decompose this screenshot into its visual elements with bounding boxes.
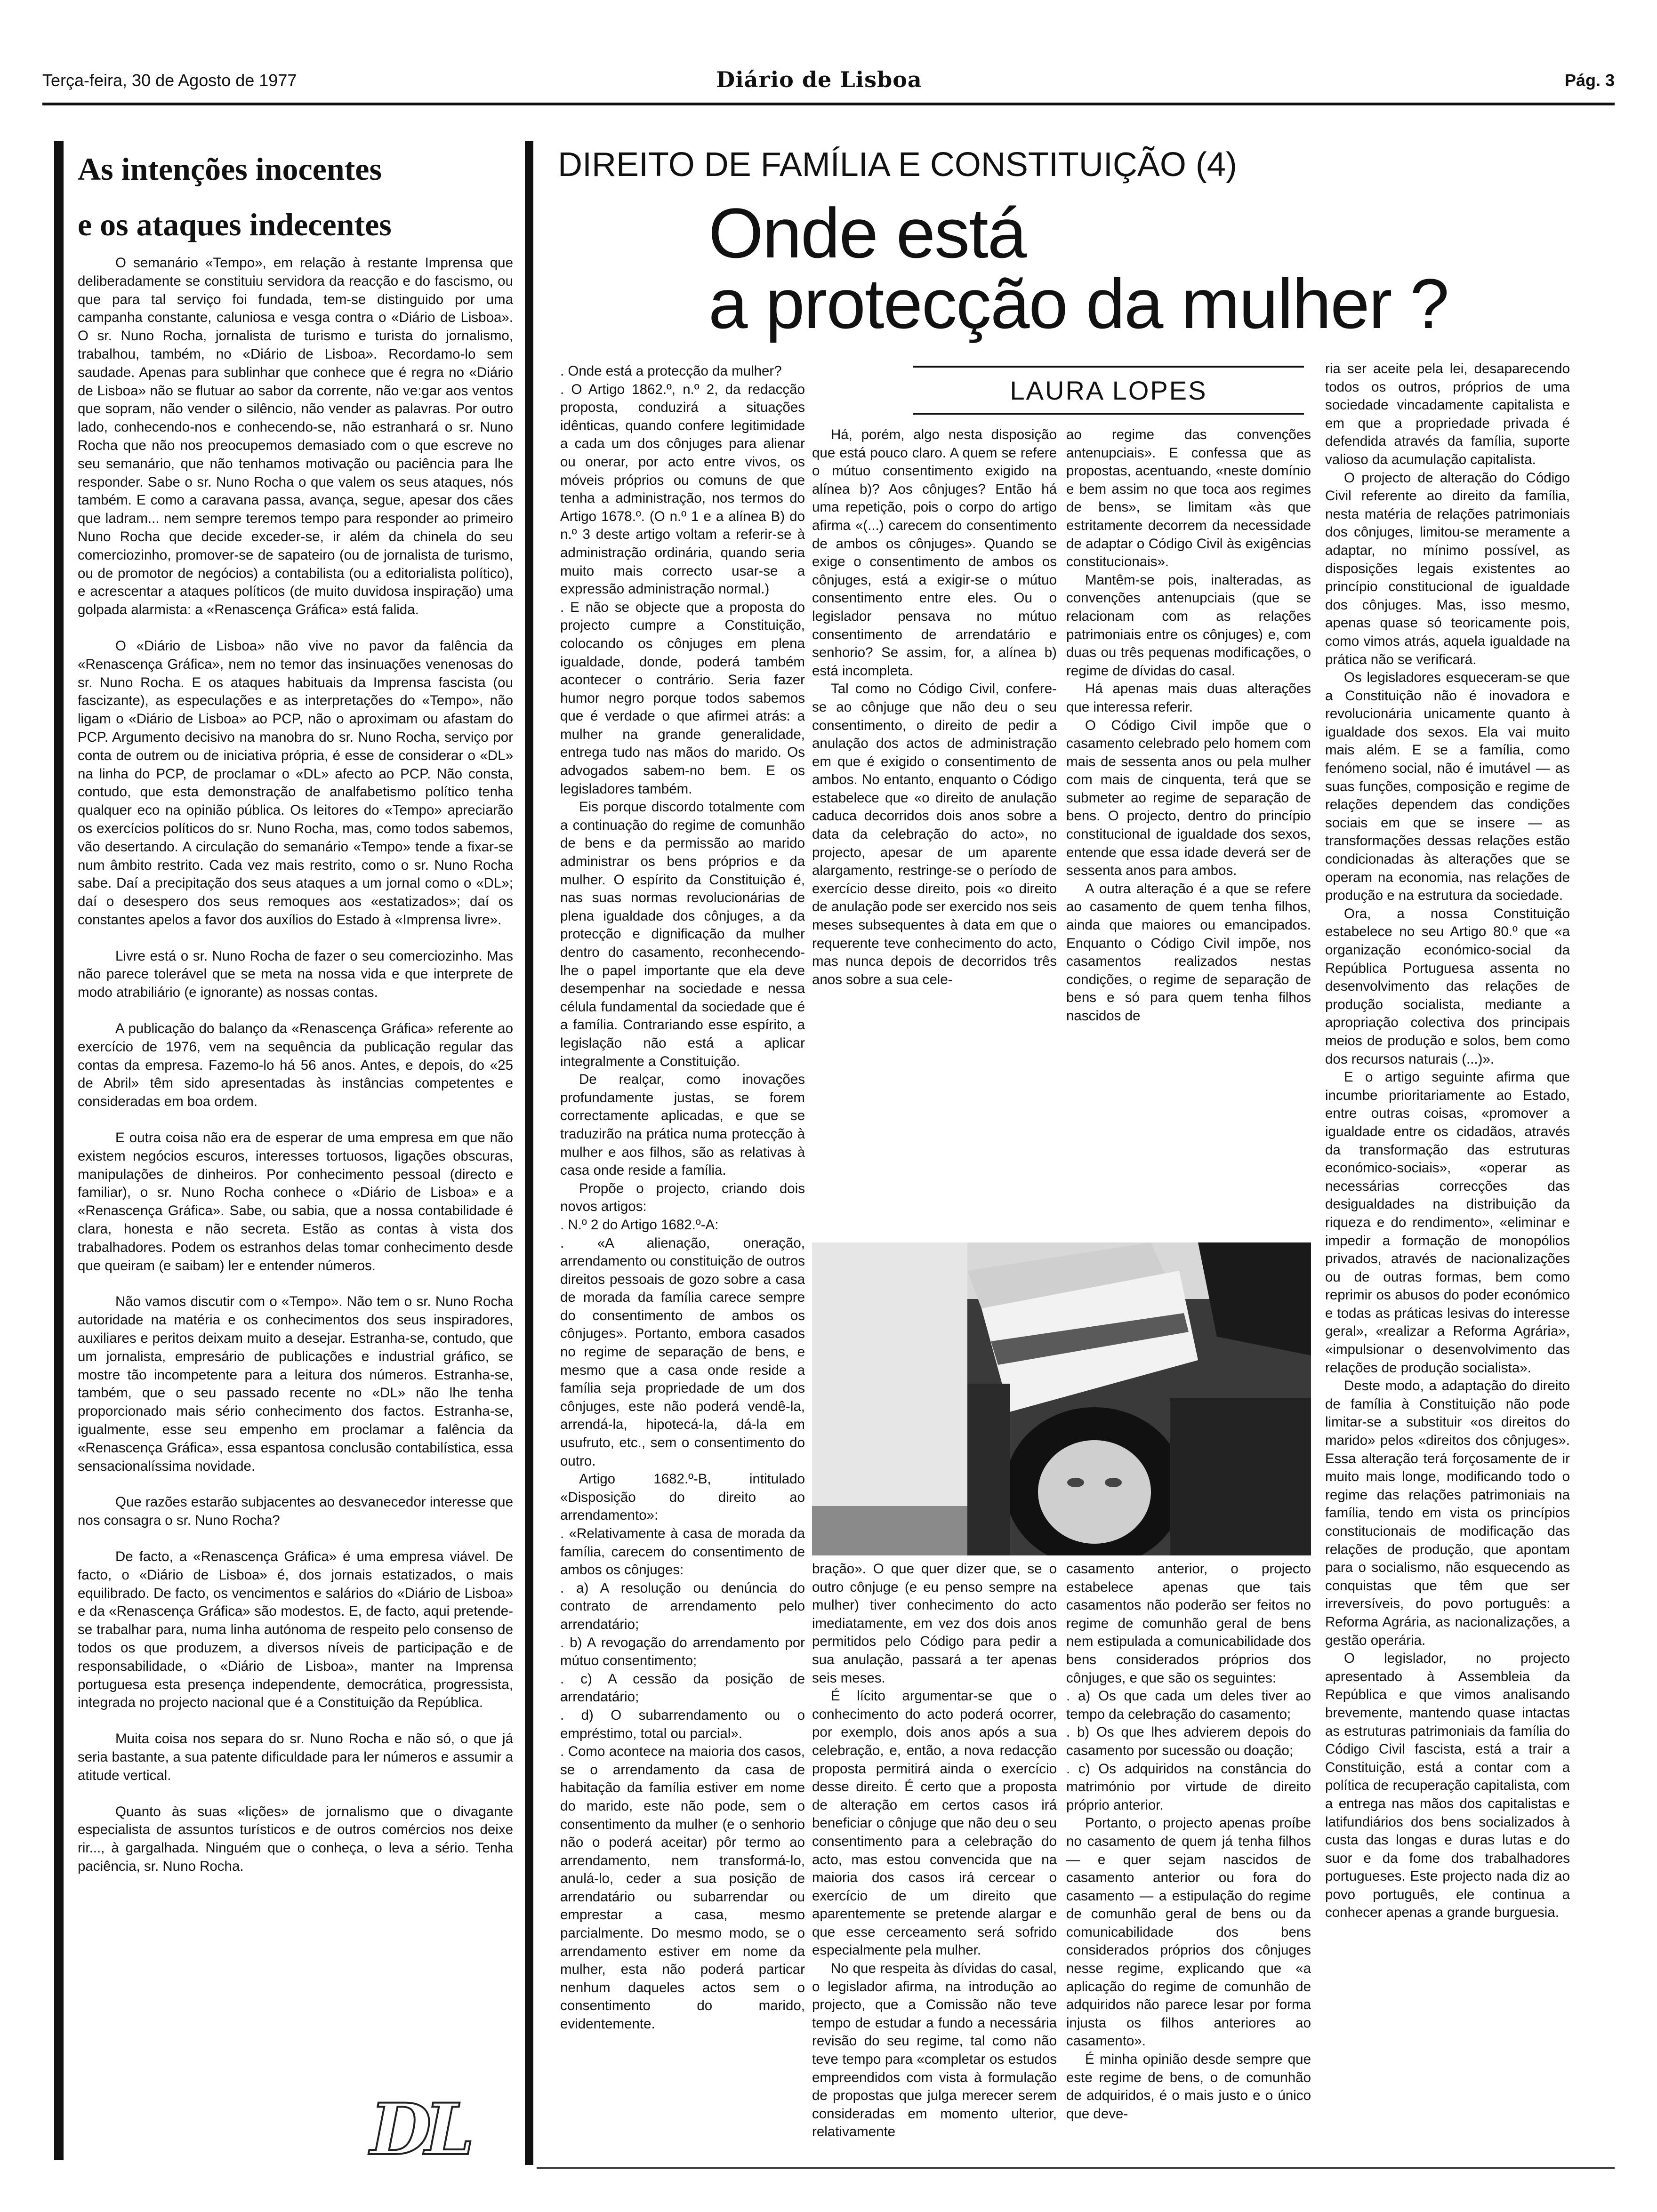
paragraph: De facto, a «Renascença Gráfica» é uma empresa viável. De facto, o «Diário de Lisboa» é, dos jornais estatizados, o mais equilibrado. De facto, os vencimentos e salários do «Diário de Lisboa» e da «Renascença Gráfica» são modestos. E, de facto, aqui pretende-se trabalhar para, numa linha autónoma de respeito pelo consenso de todos os que produzem, a diversos níveis de participação e de responsabilidade, o «Diário de Lisboa», manter na Imprensa portuguesa esta presença independente, democrática, progressista, integrada no projecto nacional que é a Constituição da República. <box>78 1549 513 1711</box>
column-paragraph: A outra alteração é a que se refere ao casamento de quem tenha filhos, ainda que maiores ou emancipados. Enquanto o Código Civil impõe, nos casamentos realizados nestas condições, o regime de separação de bens e só para quem tenha filhos nascidos de <box>1066 881 1311 1024</box>
column-paragraph: . O Artigo 1862.º, n.º 2, da redacção proposta, conduzirá a situações idênticas, quando confere legitimidade a cada um dos cônjuges para alienar ou onerar, por acto entre vivos, os móveis próprios ou comuns de que tenha a administração, nos termos do Artigo 1678.º. (O n.º 1 e a alínea B) do n.º 3 deste artigo voltam a referir-se à administração ordinária, quando seria muito mais correcto usar-se a expressão administração normal.) <box>560 381 805 597</box>
woman-carrying-crate-photo <box>812 1242 1311 1555</box>
column-paragraph: Os legisladores esqueceram-se que a Constituição não é inovadora e revolucionária unicamente quanto à igualdade dos sexos. Ela vai muito mais além. E se a família, como fenómeno social, não é imutável — as suas funções, composição e regime de relações dependem das condições sociais em que se insere — as transformações dessas relações estão condicionadas às alterações que se operam na economia, nas relações de produção e na estrutura da sociedade. <box>1325 670 1570 904</box>
column-paragraph: Há, porém, algo nesta disposição que está pouco claro. A quem se refere o mútuo consentimento exigido na alínea b)? Aos cônjuges? Então há uma repetição, pois o corpo do artigo afirma «(...) carecem do consentimento de ambos os cônjuges». Quando se exige o consentimento de ambos os cônjuges, está a exigir-se o mútuo consentimento entre eles. Ou o legislador pensava no mútuo consentimento de arrendatário e senhorio? Se assim, for, a alínea b) está incompleta. <box>812 427 1057 679</box>
paragraph: Que razões estarão subjacentes ao desvanecedor interesse que nos consagra o sr. Nuno Rocha? <box>78 1494 513 1529</box>
bottom-rule <box>537 2167 1615 2169</box>
paragraph: E outra coisa não era de esperar de uma empresa em que não existem negócios escuros, interesses tortuosos, ligações obscuras, manipulações de dinheiros. Por conhecimento pessoal (directo e familiar), o sr. Nuno Rocha conhece o «Diário de Lisboa» e a «Renascença Gráfica». Sabe, ou sabia, que a nossa contabilidade é clara, honesta e não secreta. Estão as contas à vista dos trabalhadores. Podem os estranhos delas tomar conhecimento desde que queiram (e saibam) ler e entender números. <box>78 1130 513 1274</box>
column-paragraph: Eis porque discordo totalmente com a continuação do regime de comunhão de bens e da permissão ao marido administrar os bens próprios e da mulher. O espírito da Constituição é, nas suas normas revolucionárias de plena igualdade dos cônjuges, a da protecção e dignificação da mulher dentro do casamento, reconhecendo-lhe o papel importante que ela deve desempenhar na sociedade e nessa célula fundamental da sociedade que é a família. Contrariando esse espírito, a legislação não está a aplicar integralmente a Constituição. <box>560 799 805 1069</box>
paragraph: Muita coisa nos separa do sr. Nuno Rocha e não só, o que já seria bastante, a sua patente dificuldade para ler números e assumir a atitude vertical. <box>78 1731 513 1783</box>
paragraph: O semanário «Tempo», em relação à restante Imprensa que deliberadamente se constituiu servidora da reacção e do fascismo, ou que para tal serviço foi fundada, tem-se distinguido por uma campanha constante, caluniosa e vesga contra o «Diário de Lisboa». O sr. Nuno Rocha, jornalista de turismo e turista do jornalismo, trabalhou, também, no «Diário de Lisboa». Recordamo-lo sem saudade. Apenas para sublinhar que conhece que é regra no «Diário de Lisboa» não se flutuar ao sabor da corrente, não ve:gar aos ventos que sopram, não vender o silêncio, não vender as palavras. Por outro lado, conhecendo-nos e conhecendo-se, não estranhará o sr. Nuno Rocha que não nos preocupemos demasiado com o que escreve no seu semanário, que não tenhamos motivação ou paciência para lhe responder. Sabe o sr. Nuno Rocha o que valem os seus ataques, nós também. E como a caravana passa, avança, segue, apesar dos cães que ladram... nem sempre teremos tempo para responder ao primeiro Nuno Rocha que decide exceder-se, ir além da chinela do seu comerciozinho, promover-se de sapateiro (ou de jornalista de turismo, ou de promotor de negócios) a contabilista (ou a editorialista político), e acrescentar a ataques políticos (de muito duvidosa inspiração) uma golpada alarmista: a «Renascença Gráfica» está falida. <box>78 255 513 618</box>
issue-date: Terça-feira, 30 de Agosto de 1977 <box>42 71 297 90</box>
paragraph: A publicação do balanço da «Renascença Gráfica» referente ao exercício de 1976, vem na sequência da publicação regular das contas da empresa. Fazemo-lo há 56 anos. Antes, e depois, do «25 de Abril» têm sido apresentadas às instâncias competentes e consideradas em boa ordem. <box>78 1021 513 1110</box>
column-paragraph: E o artigo seguinte afirma que incumbe prioritariamente ao Estado, entre outras coisas, «promover a igualdade entre os cidadãos, através da transformação das estruturas económico-sociais», «operar as necessárias correcções das desigualdades na distribuição da riqueza e do rendimento», «eliminar e impedir a formação de monopólios privados, através de nacionalizações ou de outras formas, bem como reprimir os abusos do poder económico e todas as práticas lesivas do interesse geral», «realizar a Reforma Agrária», «impulsionar o desenvolvimento das relações de produção socialista». <box>1325 1069 1570 1376</box>
paragraph: Não vamos discutir com o «Tempo». Não tem o sr. Nuno Rocha autoridade na matéria e os conhecimentos dos seus inspiradores, auxiliares e peritos deixam muito a desejar. Estranha-se, contudo, que um jornalista, empresário de publicações e industrial gráfico, se mostre tão incompetente para a leitura dos números. Estranha-se, também, que o seu passado recente no «DL» não lhe tenha proporcionado mais sério conhecimento dos factos. Estranha-se, igualmente, esse seu empenho em proclamar a falência da «Renascença Gráfica», essa espantosa conclusão contabilística, essa sensacionalíssima novidade. <box>78 1294 513 1474</box>
column-paragraph: ao regime das convenções antenupciais». E confessa que as propostas, acentuando, «neste domínio e bem assim no que toca aos regimes de bens», se limitam «às que estritamente decorrem da necessidade de adaptar o Código Civil às exigências constitucionais». <box>1066 427 1311 570</box>
left-article-bar <box>54 141 64 2160</box>
left-title-line-2: e os ataques indecentes <box>78 207 392 242</box>
byline-rule-top <box>913 366 1304 368</box>
column-paragraph: . a) Os que cada um deles tiver ao tempo da celebração do casamento; <box>1066 1688 1311 1722</box>
column-paragraph: . b) Os que lhes advierem depois do casamento por sucessão ou doação; <box>1066 1724 1311 1758</box>
feature-headline <box>708 193 1603 343</box>
column-paragraph: O projecto de alteração do Código Civil referente ao direito da família, nesta matéria de relações patrimoniais dos cônjuges, limitou-se meramente a adaptar, no mínimo possível, as disposições legais existentes ao princípio constitucional de igualdade dos cônjuges. Mas, isso mesmo, apenas quase só teoricamente pois, como vimos atrás, aquela igualdade na prática não se verificará. <box>1325 470 1570 667</box>
feature-bar <box>525 141 533 2165</box>
column-paragraph: . Como acontece na maioria dos casos, se o arrendamento da casa de habitação da família estiver em nome do marido, este não pode, sem o consentimento da mulher (e o senhorio não o poderá aceitar) pôr termo ao arrendamento, nem transformá-lo, anulá-lo, ceder a sua posição de arrendatário ou subarrendar ou emprestar a casa, mesmo parcialmente. Do mesmo modo, se o arrendamento estiver em nome da mulher, esta não poderá particar nenhum daqueles actos sem o consentimento do marido, evidentemente. <box>560 1744 805 2032</box>
column-paragraph: . a) A resolução ou denúncia do contrato de arrendamento pelo arrendatário; <box>560 1580 805 1632</box>
column-paragraph: No que respeita às dívidas do casal, o legislador afirma, na introdução ao projecto, que a Comissão não teve tempo de estudar a fundo a necessária revisão do seu regime, tal como não teve tempo para «completar os estudos empreendidos com vista à formulação de propostas que julga merecer serem consideradas em momento ulterior, relativamente <box>812 1961 1057 2140</box>
headline-line-2: a protecção da mulher ? <box>708 264 1448 343</box>
column-paragraph: . N.º 2 do Artigo 1682.º-A: <box>560 1217 719 1233</box>
column-paragraph: . Onde está a protecção da mulher? <box>560 363 782 379</box>
column-paragraph: Artigo 1682.º-B, intitulado «Disposição do direito ao arrendamento»: <box>560 1471 805 1523</box>
column-paragraph: Deste modo, a adaptação do direito de família à Constituição não pode limitar-se a substituir «os direitos do marido» pelos «direitos dos cônjuges». Essa alteração terá forçosamente de ir muito mais longe, modificando todo o regime das relações patrimoniais na família, tendo em vista os princípios constitucionais de modificação das relações de produção, que apontam para o socialismo, não esquecendo as conquistas que têm que ser irreversíveis, do povo português: a Reforma Agrária, as nacionalizações, a gestão operária. <box>1325 1378 1570 1648</box>
dl-logo-text: DL <box>370 2088 468 2171</box>
paragraph: Quanto às suas «lições» de jornalismo que o divagante especialista de assuntos turísticos e de outros comércios nos deixe rir..., à gargalhada. Ninguém que o conheça, o leva a sério. Tenha paciência, sr. Nuno Rocha. <box>78 1803 513 1874</box>
column-paragraph: De realçar, como inovações profundamente justas, se forem correctamente aplicadas, e que se traduzirão na prática numa protecção à mulher e aos filhos, são as relativas à casa onde reside a família. <box>560 1072 805 1178</box>
page-number: Pág. 3 <box>1564 71 1615 90</box>
feature-column-3-top <box>1066 426 1311 1240</box>
feature-column-2-top <box>812 426 1057 1240</box>
left-title-line-1: As intenções inocentes <box>78 151 382 187</box>
column-paragraph: O legislador, no projecto apresentado à Assembleia da República e que vimos analisando brevemente, mantendo quase intactas as estruturas patrimoniais da família do Código Civil fascista, está a trair a Constituição, está a contar com a política de recuperação capitalista, com a entrega nas mãos dos capitalistas e latifundiários dos bens socializados à custa das longas e duras lutas e do suor e da fome dos trabalhadores portugueses. Este projecto nada diz ao povo português, ele continua a conhecer apenas a grande burguesia. <box>1325 1651 1570 1921</box>
photo-image <box>812 1242 1311 1555</box>
headline-line-1: Onde está <box>708 193 1026 272</box>
column-paragraph: bração». O que quer dizer que, se o outro cônjuge (e eu penso sempre na mulher) tiver conhecimento do acto imediatamente, em vez dos dois anos permitidos pelo Código para pedir a sua anulação, passará a ter apenas seis meses. <box>812 1561 1057 1686</box>
byline: LAURA LOPES <box>1010 376 1207 405</box>
masthead: Diário de Lisboa <box>716 67 922 92</box>
column-paragraph: ria ser aceite pela lei, desaparecendo todos os outros, próprios de uma sociedade vincadamente capitalista e em que a propriedade privada é defendida através da família, suporte valioso da acumulação capitalista. <box>1325 361 1570 467</box>
feature-kicker: DIREITO DE FAMÍLIA E CONSTITUIÇÃO (4) <box>558 146 1237 184</box>
column-paragraph: . «A alienação, oneração, arrendamento ou constituição de outros direitos pessoais de gozo sobre a casa de morada da família carece sempre do consentimento de ambos os cônjuges». Portanto, embora casados no regime de separação de bens, e mesmo que a casa onde reside a família seja propriedade de um dos cônjuges, este não poderá vendê-la, arrendá-la, hipotecá-la, dá-la em usufruto, etc., sem o consentimento do outro. <box>560 1235 805 1469</box>
column-paragraph: . c) Os adquiridos na constância do matrimónio por virtude de direito próprio anterior. <box>1066 1761 1311 1813</box>
dl-logo <box>367 2090 471 2170</box>
column-paragraph: Tal como no Código Civil, confere-se ao cônjuge que não deu o seu consentimento, o direito de pedir a anulação dos actos de administração em que é exigido o consentimento de ambos. No entanto, enquanto o Código estabelece que «o direito de anulação caduca decorridos dois anos sobre a data da celebração do acto», no projecto, apesar de um aparente alargamento, restringe-se o período de exercício desse direito, pois «o direito de anulação pode ser exercido nos seis meses subsequentes à data em que o requerente teve conhecimento do acto, mas nunca depois de decorridos três anos sobre a sua cele- <box>812 681 1057 987</box>
left-article-body <box>78 254 513 1894</box>
column-paragraph: . E não se objecte que a proposta do projecto cumpre a Constituição, colocando os cônjuges em plena igualdade, donde, poderá também acontecer o contrário. Seria fazer humor negro porque todos sabemos que é verdade o que afirmei atrás: a mulher na grande generalidade, entrega tudo nas mãos do marido. Os advogados sabem-no bem. E os legisladores também. <box>560 599 805 797</box>
column-paragraph: Há apenas mais duas alterações que interessa referir. <box>1066 681 1311 715</box>
column-paragraph: É minha opinião desde sempre que este regime de bens, o de comunhão de adquiridos, é o mais justo e o único que deve- <box>1066 2052 1311 2122</box>
column-paragraph: . c) A cessão da posição de arrendatário; <box>560 1671 805 1705</box>
paragraph: Livre está o sr. Nuno Rocha de fazer o seu comerciozinho. Mas não parece tolerável que se meta na nossa vida e que interprete de modo atrabiliário (e ignorante) as nossas contas. <box>78 948 513 1001</box>
byline-rule-bottom <box>913 413 1304 415</box>
header-rule <box>42 103 1615 105</box>
column-paragraph: casamento anterior, o projecto estabelece apenas que tais casamentos não poderão ser feitos no regime de comunhão geral de bens nem estipulada a comunicabilidade dos bens considerados próprios dos cônjuges, e que são os seguintes: <box>1066 1561 1311 1686</box>
column-paragraph: Ora, a nossa Constituição estabelece no seu Artigo 80.º que «a organização económico-social da República Portuguesa assenta no desenvolvimento das relações de produção socialista, mediante a apropriação colectiva dos principais meios de produção e solos, bem como dos recursos naturais (...)». <box>1325 906 1570 1067</box>
feature-column-1 <box>560 362 805 2156</box>
paragraph: O «Diário de Lisboa» não vive no pavor da falência da «Renascença Gráfica», nem no temor das insinuações venenosas do sr. Nuno Rocha. E os ataques habituais da Imprensa fascista (ou fascizante), as especulações e as interpretações do «Tempo», não ligam o «Diário de Lisboa» ao PCP, não o aproximam ou afastam do PCP. Argumento decisivo na manobra do sr. Nuno Rocha, serviço por conta de outrem ou de iniciativa própria, é esse de considerar o «DL» na linha do PCP, de proclamar o «DL» afecto ao PCP. Não consta, contudo, que esta demonstração de analfabetismo político tenha qualquer eco na opinião pública. Os leitores do «Tempo» apreciarão os exercícios políticos do sr. Nuno Rocha, mas, como todos sabemos, vão desertando. A circulação do semanário «Tempo» tende a fixar-se num âmbito restrito. Cada vez mais restrito, como o sr. Nuno Rocha sabe. Daí a precipitação dos seus ataques a um jornal como o «DL»; daí o desespero dos seus remoques aos «estatizados»; daí os constantes apelos a favor dos auxílios do Estado à «Imprensa livre». <box>78 638 513 928</box>
page-header <box>42 67 1615 99</box>
column-paragraph: Mantêm-se pois, inalteradas, as convenções antenupciais (que se relacionam com as relações patrimoniais entre os cônjuges) e, com duas ou três pequenas modificações, o regime de dívidas do casal. <box>1066 572 1311 679</box>
left-article-title <box>78 141 501 252</box>
column-paragraph: Portanto, o projecto apenas proíbe no casamento de quem já tenha filhos — e quer sejam nascidos de casamento anterior ou fora do casamento — a estipulação do regime de comunhão geral de bens ou da comunicabilidade dos bens considerados próprios dos cônjuges nesse regime, explicando que «a aplicação do regime de comunhão de adquiridos não parece lesar por forma injusta os filhos anteriores ao casamento». <box>1066 1815 1311 2049</box>
column-paragraph: É lícito argumentar-se que o conhecimento do acto poderá ocorrer, por exemplo, dois anos após a sua celebração, e, então, a nova redacção proposta permitirá ainda o exercício desse direito. É certo que a proposta de alteração em certos casos irá beneficiar o cônjuge que não deu o seu consentimento para a celebração do acto, mas estou convencida que na maioria dos casos irá cercear o exercício de um direito que aparentemente se pretende alargar e que esse cerceamento será sofrido especialmente pela mulher. <box>812 1688 1057 1958</box>
column-paragraph: O Código Civil impõe que o casamento celebrado pelo homem com mais de sessenta anos ou pela mulher com mais de cinquenta, terá que se submeter ao regime de separação de bens. O projecto, dentro do princípio constitucional de igualdade dos sexos, entende que essa idade deverá ser de sessenta anos para ambos. <box>1066 717 1311 879</box>
feature-column-4 <box>1325 360 1570 2156</box>
column-paragraph: . d) O subarrendamento ou o empréstimo, total ou parcial». <box>560 1707 805 1741</box>
column-paragraph: Propõe o projecto, criando dois novos artigos: <box>560 1180 805 1215</box>
column-paragraph: . b) A revogação do arrendamento por mútuo consentimento; <box>560 1635 805 1669</box>
feature-column-2-bottom <box>812 1560 1057 2156</box>
column-paragraph: . «Relativamente à casa de morada da família, carecem do consentimento de ambos os cônjuges: <box>560 1526 805 1578</box>
feature-column-3-bottom <box>1066 1560 1311 2156</box>
